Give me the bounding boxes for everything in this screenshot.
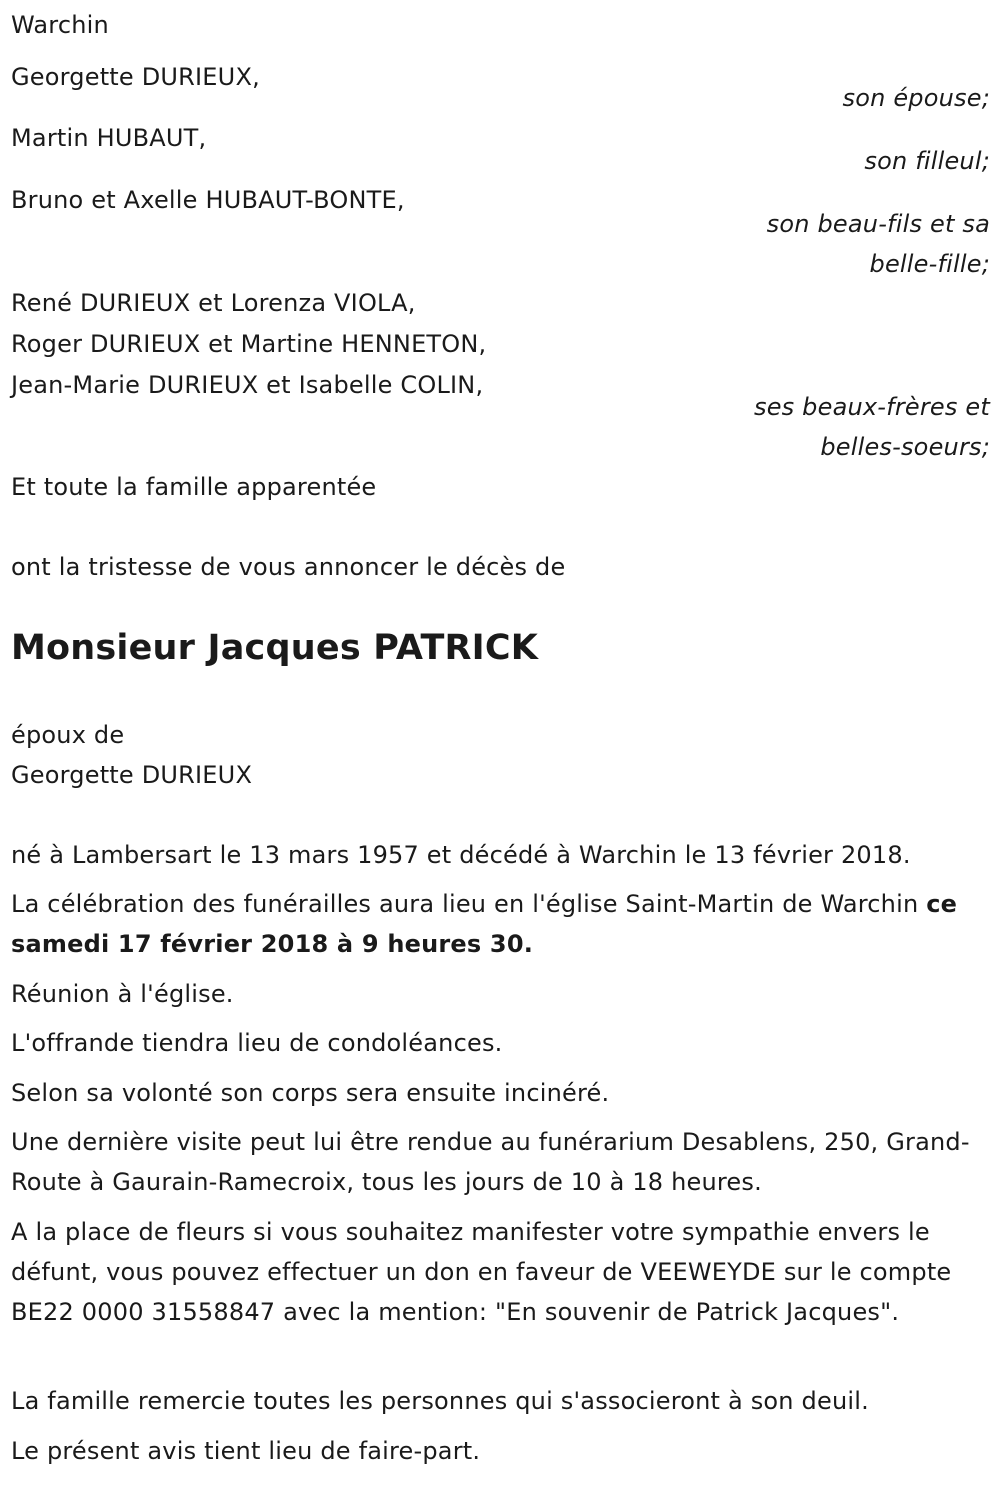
godson-role: son filleul; [864, 147, 990, 175]
location-heading: Warchin [11, 11, 109, 39]
offering-info: L'offrande tiendra lieu de condoléances. [11, 1029, 503, 1057]
visit-info: Une dernière visite peut lui être rendue au funérarium Desablens, 250, Grand-Route à Gaurain-Ramecroix, tous les jours de 10 à 18 heures. [11, 1128, 970, 1196]
inlaw-line-3: Jean-Marie DURIEUX et Isabelle COLIN, [11, 371, 484, 399]
stepchildren-role-line1: son beau-fils et sa [766, 210, 990, 238]
ceremony-date: ce samedi 17 février 2018 à 9 heures 30. [11, 890, 958, 958]
gathering-info: Réunion à l'église. [11, 980, 234, 1008]
birth-death-info: né à Lambersart le 13 mars 1957 et décédé à Warchin le 13 février 2018. [11, 841, 911, 869]
spouse-role: son épouse; [842, 84, 990, 112]
deceased-name: Monsieur Jacques PATRICK [11, 628, 539, 668]
inlaw-line-1: René DURIEUX et Lorenza VIOLA, [11, 289, 416, 317]
spouse-of-label: époux de [11, 721, 125, 749]
stepchildren-role-line2: belle-fille; [869, 250, 990, 278]
ceremony-info [11, 884, 991, 964]
cremation-info: Selon sa volonté son corps sera ensuite incinéré. [11, 1079, 610, 1107]
godson-name: Martin HUBAUT, [11, 124, 207, 152]
thanks-info: La famille remercie toutes les personnes qui s'associeront à son deuil. [11, 1387, 869, 1415]
inlaws-role-line2: belles-soeurs; [820, 433, 990, 461]
donation-info: A la place de fleurs si vous souhaitez manifester votre sympathie envers le défunt, vous pouvez effectuer un don en faveur de VEEWEYDE sur le compte BE22 0000 31558847 avec la mention: "En souvenir de Patrick Jacques". [11, 1218, 952, 1326]
notice-info: Le présent avis tient lieu de faire-part. [11, 1437, 481, 1465]
inlaws-role-line1: ses beaux-frères et [753, 393, 990, 421]
inlaw-line-2: Roger DURIEUX et Martine HENNETON, [11, 330, 487, 358]
spouse-name: Georgette DURIEUX, [11, 63, 260, 91]
announcement-intro: ont la tristesse de vous annoncer le décès de [11, 553, 566, 581]
stepchildren-name: Bruno et Axelle HUBAUT-BONTE, [11, 186, 405, 214]
spouse-of-name: Georgette DURIEUX [11, 761, 253, 789]
extended-family: Et toute la famille apparentée [11, 473, 377, 501]
ceremony-location: La célébration des funérailles aura lieu en l'église Saint-Martin de Warchin [11, 890, 927, 918]
